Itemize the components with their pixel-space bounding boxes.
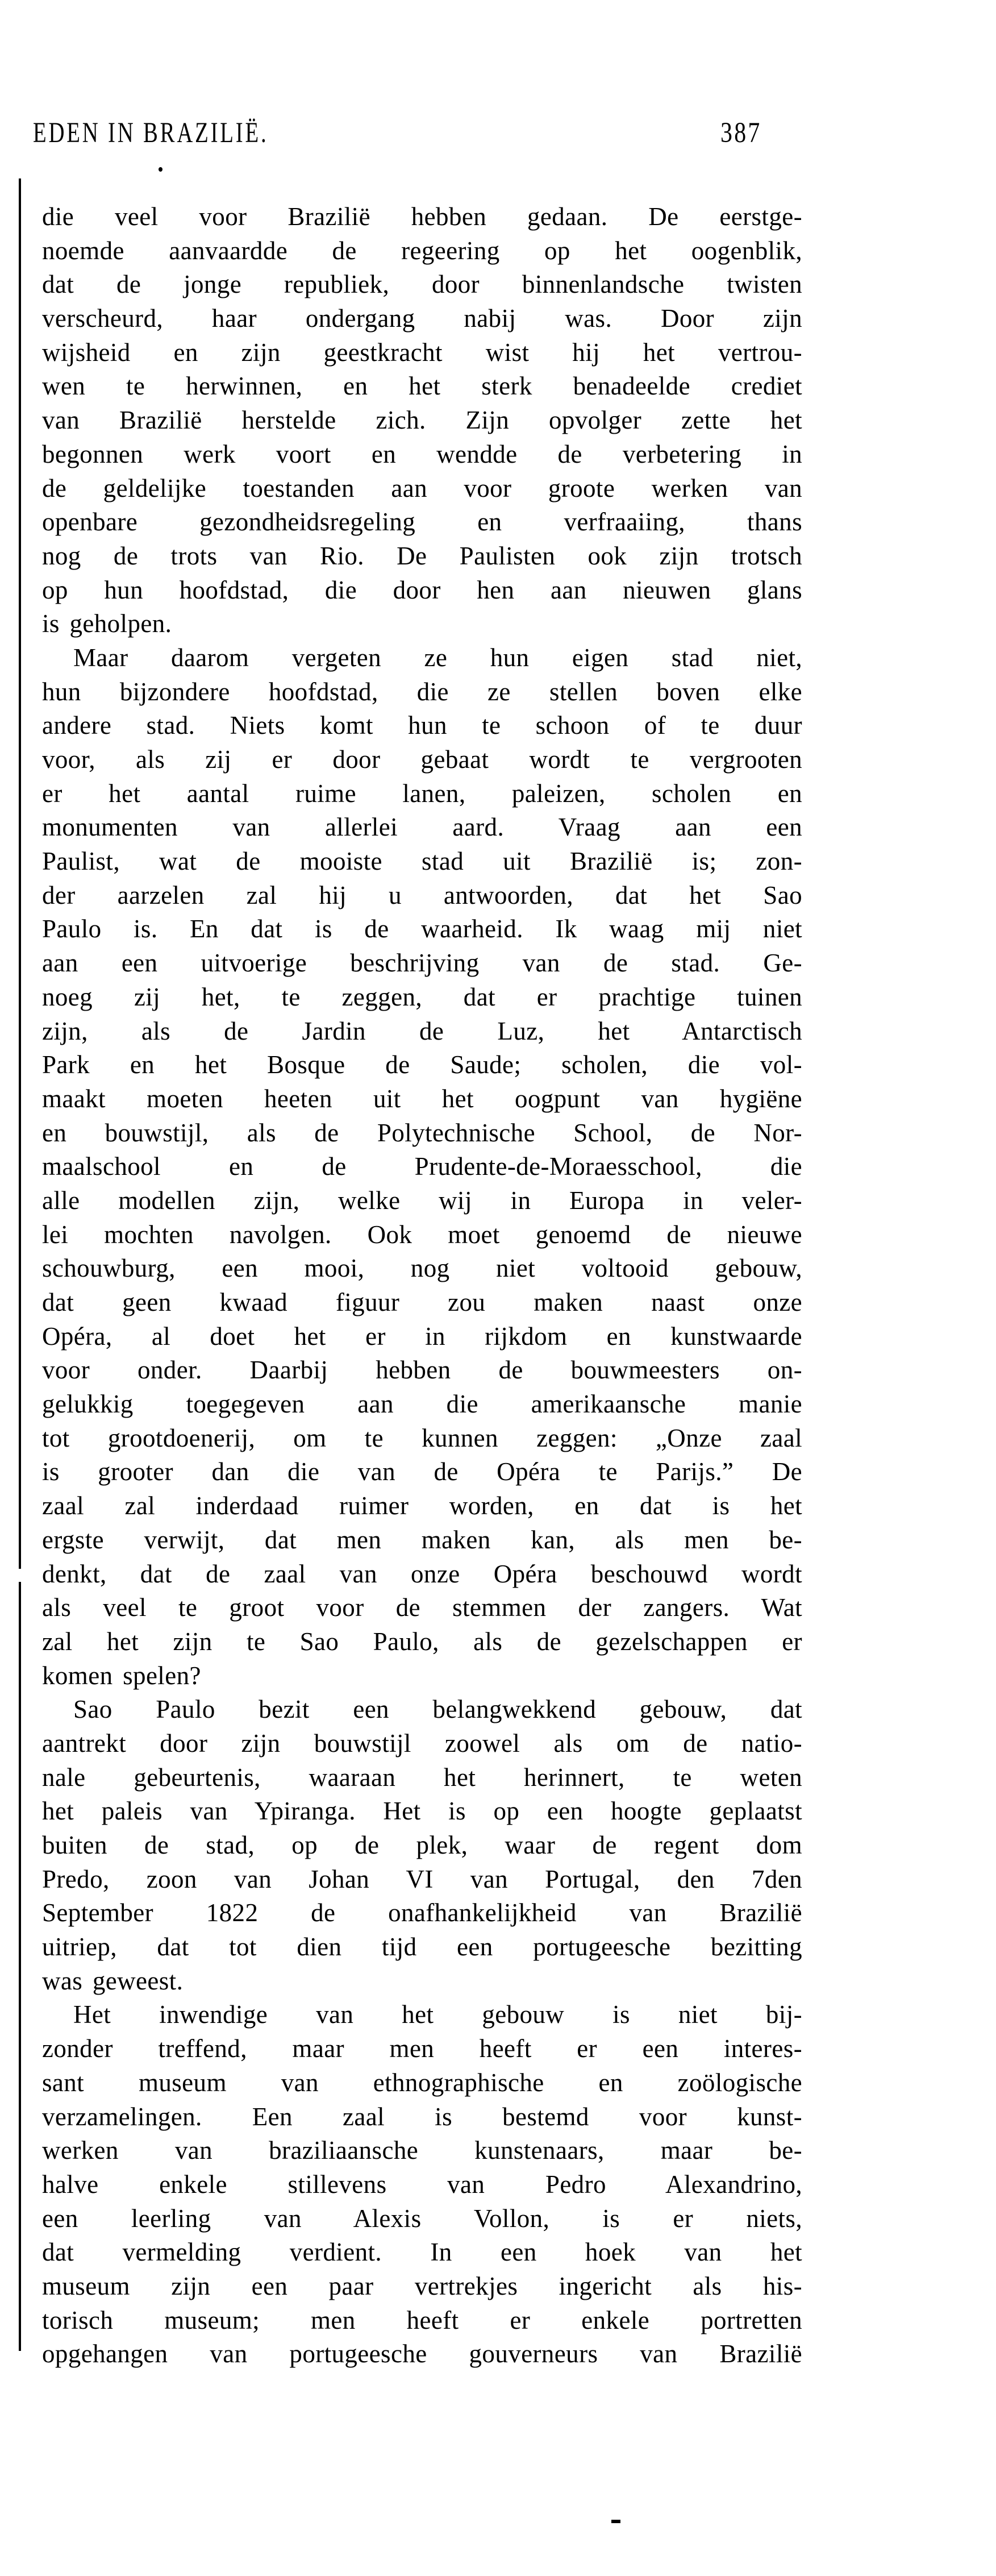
text-line: sant museum van ethnographische en zoölogische <box>42 2068 802 2097</box>
text-line: ergste verwijt, dat men maken kan, als men be- <box>42 1525 802 1554</box>
text-line: alle modellen zijn, welke wij in Europa in veler- <box>42 1186 802 1215</box>
text-line: andere stad. Niets komt hun te schoon of te duur <box>42 711 802 740</box>
text-line: tot grootdoenerij, om te kunnen zeggen: „Onze zaal <box>42 1423 802 1452</box>
text-line: wen te herwinnen, en het sterk benadeelde crediet <box>42 372 802 401</box>
text-line: dat de jonge republiek, door binnenlandsche twisten <box>42 270 802 299</box>
text-line: maalschool en de Prudente-de-Moraesschool, die <box>42 1152 802 1181</box>
text-line: maakt moeten heeten uit het oogpunt van hygiëne <box>42 1084 802 1113</box>
left-margin-rule <box>19 178 21 2351</box>
text-line: het paleis van Ypiranga. Het is op een hoogte geplaatst <box>42 1797 802 1826</box>
text-line: schouwburg, een mooi, nog niet voltooid gebouw, <box>42 1254 802 1283</box>
text-line: Predo, zoon van Johan VI van Portugal, den 7den <box>42 1864 802 1893</box>
text-line: openbare gezondheidsregeling en verfraaiing, thans <box>42 508 802 537</box>
text-line: Sao Paulo bezit een belangwekkend gebouw, dat <box>73 1695 802 1724</box>
text-line: die veel voor Brazilië hebben gedaan. De eerstge- <box>42 202 802 231</box>
text-line: Opéra, al doet het er in rijkdom en kunstwaarde <box>42 1322 802 1351</box>
text-line: gelukkig toegegeven aan die amerikaansche manie <box>42 1390 802 1419</box>
text-line: der aarzelen zal hij u antwoorden, dat het Sao <box>42 880 802 909</box>
text-line: zal het zijn te Sao Paulo, als de gezelschappen er <box>42 1627 802 1656</box>
text-line: is geholpen. <box>42 609 172 638</box>
text-line: September 1822 de onafhankelijkheid van Brazilië <box>42 1898 802 1927</box>
text-line: opgehangen van portugeesche gouverneurs van Brazilië <box>42 2340 802 2369</box>
text-line: wijsheid en zijn geestkracht wist hij het vertrou- <box>42 338 802 367</box>
ink-dash <box>611 2520 620 2523</box>
text-line: van Brazilië herstelde zich. Zijn opvolger zette het <box>42 406 802 435</box>
text-line: zonder treffend, maar men heeft er een interes- <box>42 2034 802 2063</box>
text-line: Maar daarom vergeten ze hun eigen stad niet, <box>73 643 802 672</box>
text-line: lei mochten navolgen. Ook moet genoemd de nieuwe <box>42 1220 802 1249</box>
text-line: aan een uitvoerige beschrijving van de stad. Ge- <box>42 949 802 978</box>
text-line: was geweest. <box>42 1966 184 1995</box>
text-line: uitriep, dat tot dien tijd een portugeesche bezitting <box>42 1933 802 1962</box>
text-line: Park en het Bosque de Saude; scholen, die vol- <box>42 1050 802 1079</box>
text-line: begonnen werk voort en wendde de verbetering in <box>42 439 802 468</box>
page-header <box>0 117 996 156</box>
text-line: voor onder. Daarbij hebben de bouwmeesters on- <box>42 1356 802 1385</box>
text-line: nog de trots van Rio. De Paulisten ook zijn trotsch <box>42 541 802 570</box>
text-line: verzamelingen. Een zaal is bestemd voor kunst- <box>42 2102 802 2131</box>
text-line: aantrekt door zijn bouwstijl zoowel als om de natio- <box>42 1729 802 1758</box>
text-line: torisch museum; men heeft er enkele portretten <box>42 2305 802 2334</box>
ink-speck <box>159 167 162 172</box>
text-line: noeg zij het, te zeggen, dat er prachtige tuinen <box>42 982 802 1011</box>
text-line: hun bijzondere hoofdstad, die ze stellen boven elke <box>42 677 802 706</box>
text-line: noemde aanvaardde de regeering op het oogenblik, <box>42 236 802 265</box>
text-line: is grooter dan die van de Opéra te Parijs.” De <box>42 1457 802 1486</box>
running-title: EDEN IN BRAZILIË. <box>33 117 269 149</box>
text-line: voor, als zij er door gebaat wordt te vergrooten <box>42 745 802 774</box>
text-line: een leerling van Alexis Vollon, is er niets, <box>42 2204 802 2233</box>
text-line: monumenten van allerlei aard. Vraag aan een <box>42 813 802 842</box>
text-line: op hun hoofdstad, die door hen aan nieuwen glans <box>42 575 802 604</box>
text-line: werken van braziliaansche kunstenaars, maar be- <box>42 2136 802 2165</box>
page-number: 387 <box>720 117 762 149</box>
text-line: verscheurd, haar ondergang nabij was. Door zijn <box>42 304 802 333</box>
text-line: en bouwstijl, als de Polytechnische School, de Nor- <box>42 1118 802 1147</box>
text-line: Paulist, wat de mooiste stad uit Brazilië is; zon- <box>42 847 802 876</box>
text-line: dat vermelding verdient. In een hoek van het <box>42 2238 802 2267</box>
text-line: nale gebeurtenis, waaraan het herinnert, te weten <box>42 1763 802 1792</box>
text-line: denkt, dat de zaal van onze Opéra beschouwd wordt <box>42 1559 802 1588</box>
text-line: de geldelijke toestanden aan voor groote werken van <box>42 473 802 502</box>
text-line: Paulo is. En dat is de waarheid. Ik waag mij niet <box>42 915 802 944</box>
text-line: zaal zal inderdaad ruimer worden, en dat is het <box>42 1491 802 1520</box>
text-line: zijn, als de Jardin de Luz, het Antarctisch <box>42 1016 802 1045</box>
page-text <box>42 200 802 2371</box>
text-line: komen spelen? <box>42 1661 201 1690</box>
text-line: Het inwendige van het gebouw is niet bij- <box>73 2000 802 2029</box>
text-line: museum zijn een paar vertrekjes ingericht als his- <box>42 2271 802 2300</box>
text-line: buiten de stad, op de plek, waar de regent dom <box>42 1831 802 1859</box>
text-line: er het aantal ruime lanen, paleizen, scholen en <box>42 779 802 808</box>
text-line: dat geen kwaad figuur zou maken naast onze <box>42 1288 802 1316</box>
text-line: als veel te groot voor de stemmen der zangers. Wat <box>42 1593 802 1622</box>
text-line: halve enkele stillevens van Pedro Alexandrino, <box>42 2170 802 2199</box>
